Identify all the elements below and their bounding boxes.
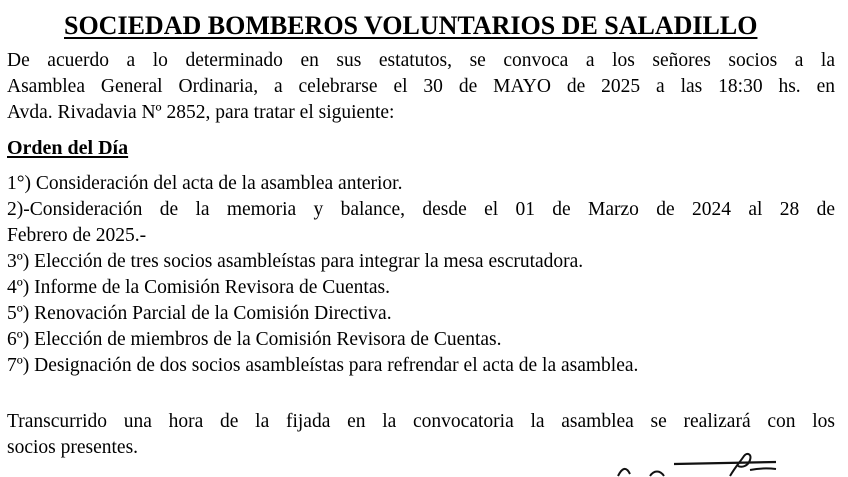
agenda-item-1: 1°) Consideración del acta de la asamblea anterior. (7, 173, 403, 194)
signature-scribble (590, 452, 790, 477)
agenda-item-2: 2)-Consideración de la memoria y balance, desde el 01 de Marzo de 2024 al 28 de (7, 199, 835, 220)
document-title: SOCIEDAD BOMBEROS VOLUNTARIOS DE SALADILLO (64, 11, 758, 40)
closing-line-2: socios presentes. (7, 437, 139, 458)
intro-line-2: Asamblea General Ordinaria, a celebrarse el 30 de MAYO de 2025 a las 18:30 hs. en (7, 76, 835, 97)
agenda-item-7: 7º) Designación de dos socios asambleístas para refrendar el acta de la asamblea. (7, 355, 639, 376)
closing-line-1: Transcurrido una hora de la fijada en la convocatoria la asamblea se realizará con los (7, 411, 835, 432)
agenda-item-5: 5º) Renovación Parcial de la Comisión Directiva. (7, 303, 392, 324)
agenda-item-6: 6º) Elección de miembros de la Comisión Revisora de Cuentas. (7, 329, 502, 350)
agenda-item-2-continued: Febrero de 2025.- (7, 225, 147, 246)
agenda-item-4: 4º) Informe de la Comisión Revisora de Cuentas. (7, 277, 390, 298)
intro-line-3: Avda. Rivadavia Nº 2852, para tratar el siguiente: (7, 102, 395, 123)
agenda-item-3: 3º) Elección de tres socios asambleístas para integrar la mesa escrutadora. (7, 251, 584, 272)
agenda-heading: Orden del Día (7, 137, 129, 159)
intro-line-1: De acuerdo a lo determinado en sus estatutos, se convoca a los señores socios a la (7, 50, 835, 71)
